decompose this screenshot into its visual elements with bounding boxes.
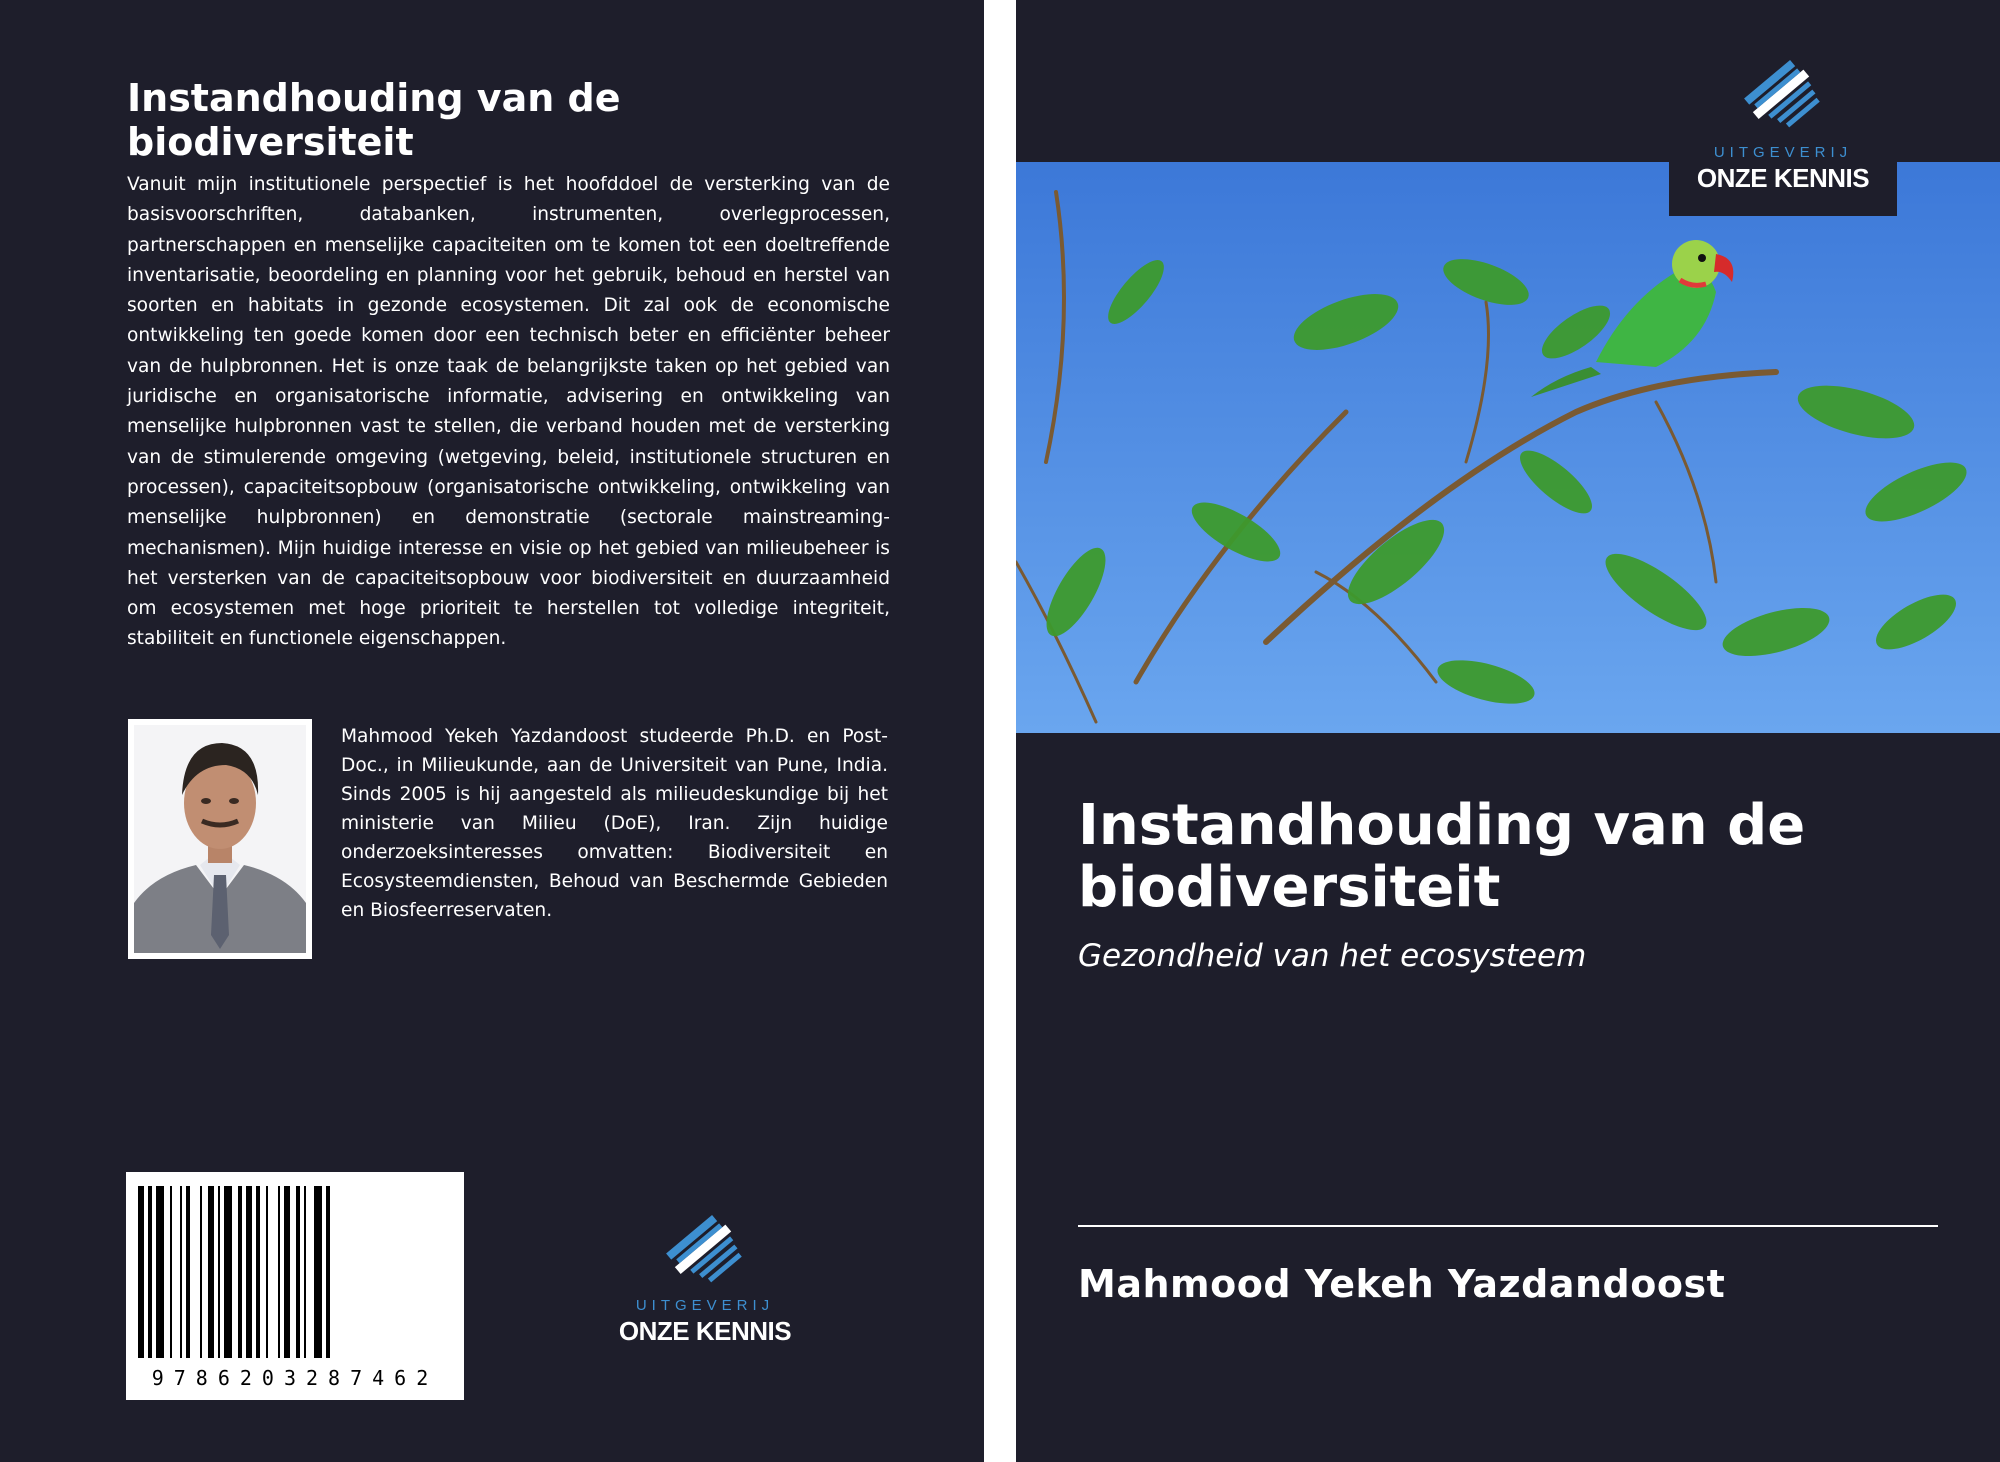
publisher-name: ONZE KENNIS [1696,163,1870,193]
barcode-bar [266,1186,268,1358]
author-photo [128,719,312,959]
cover-photo-parrot [1016,162,2000,733]
back-cover [0,0,984,1462]
barcode-bar [200,1186,202,1358]
book-subtitle: Gezondheid van het ecosysteem [1078,938,1587,974]
front-publisher-logo [1669,40,1897,216]
author-bio: Mahmood Yekeh Yazdandoost studeerde Ph.D. en Post-Doc., in Milieukunde, aan de Universiteit van Pune, India. Sinds 2005 is hij aangesteld als milieudeskundige bij het ministerie van Milieu (DoE), Iran. Zijn huidige onderzoeksinteresses omvatten: Biodiversiteit en Ecosysteemdiensten, Behoud van Beschermde Gebieden en Biosfeerreservaten. [341,726,888,921]
barcode-bar [314,1186,322,1358]
open-book-icon [1669,50,1897,134]
barcode-bar [186,1186,190,1358]
barcode-bar [138,1186,144,1358]
barcode-bar [284,1186,290,1358]
publisher-label: UITGEVERIJ [1713,144,1853,161]
barcode-bar [238,1186,242,1358]
title-divider [1078,1225,1938,1227]
barcode-bar [224,1186,232,1358]
publisher-label: UITGEVERIJ [635,1297,775,1314]
back-cover-title: Instandhouding van de biodiversiteit [127,76,621,164]
author-name: Mahmood Yekeh Yazdandoost [1078,1262,1726,1306]
barcode-bar [256,1186,260,1358]
barcode-bar [326,1186,330,1358]
barcode-bar [170,1186,172,1358]
barcode-bar [278,1186,280,1358]
barcode-bar [246,1186,252,1358]
barcode-bar [148,1186,152,1358]
barcode-bar [218,1186,220,1358]
open-book-icon [600,1205,810,1289]
barcode-bar [304,1186,306,1358]
barcode-bar [208,1186,214,1358]
back-cover-blurb: Vanuit mijn institutionele perspectief is het hoofddoel de versterking van de basisvoorschriften, databanken, instrumenten, overlegprocessen, partnerschappen en menselijke capaciteiten om te komen tot een doeltreffende inventarisatie, beoordeling en planning voor het gebruik, behoud en herstel van soorten en habitats in gezonde ecosystemen. Dit zal ook de economische ontwikkeling ten goede komen door een technisch beter en efficiënter beheer van de hulpbronnen. Het is onze taak de belangrijkste taken op het gebied van juridische en organisatorische informatie, advisering en ontwikkeling van menselijke hulpbronnen vast te stellen, die verband houden met de versterking van de stimulerende omgeving (wetgeving, beleid, institutionele structuren en processen), capaciteitsopbouw (organisatorische ontwikkeling, ontwikkeling van menselijke hulpbronnen) en demonstratie (sectorale mainstreaming-mechanismen). Mijn huidige interesse en visie op het gebied van milieubeheer is het versterken van de capaciteitsopbouw voor biodiversiteit en duurzaamheid om ecosystemen met hoge prioriteit te herstellen tot volledige integriteit, stabiliteit en functionele eigenschappen. [127,174,890,650]
front-cover [1016,0,2000,1462]
isbn-number: 9786203287462 [151,1366,439,1390]
book-title: Instandhouding van de biodiversiteit [1078,793,1806,920]
isbn-barcode [126,1172,464,1400]
back-publisher-logo [600,1205,810,1347]
barcode-bar [156,1186,164,1358]
barcode-bar [180,1186,182,1358]
barcode-bar [296,1186,300,1358]
publisher-name: ONZE KENNIS [618,1316,792,1346]
